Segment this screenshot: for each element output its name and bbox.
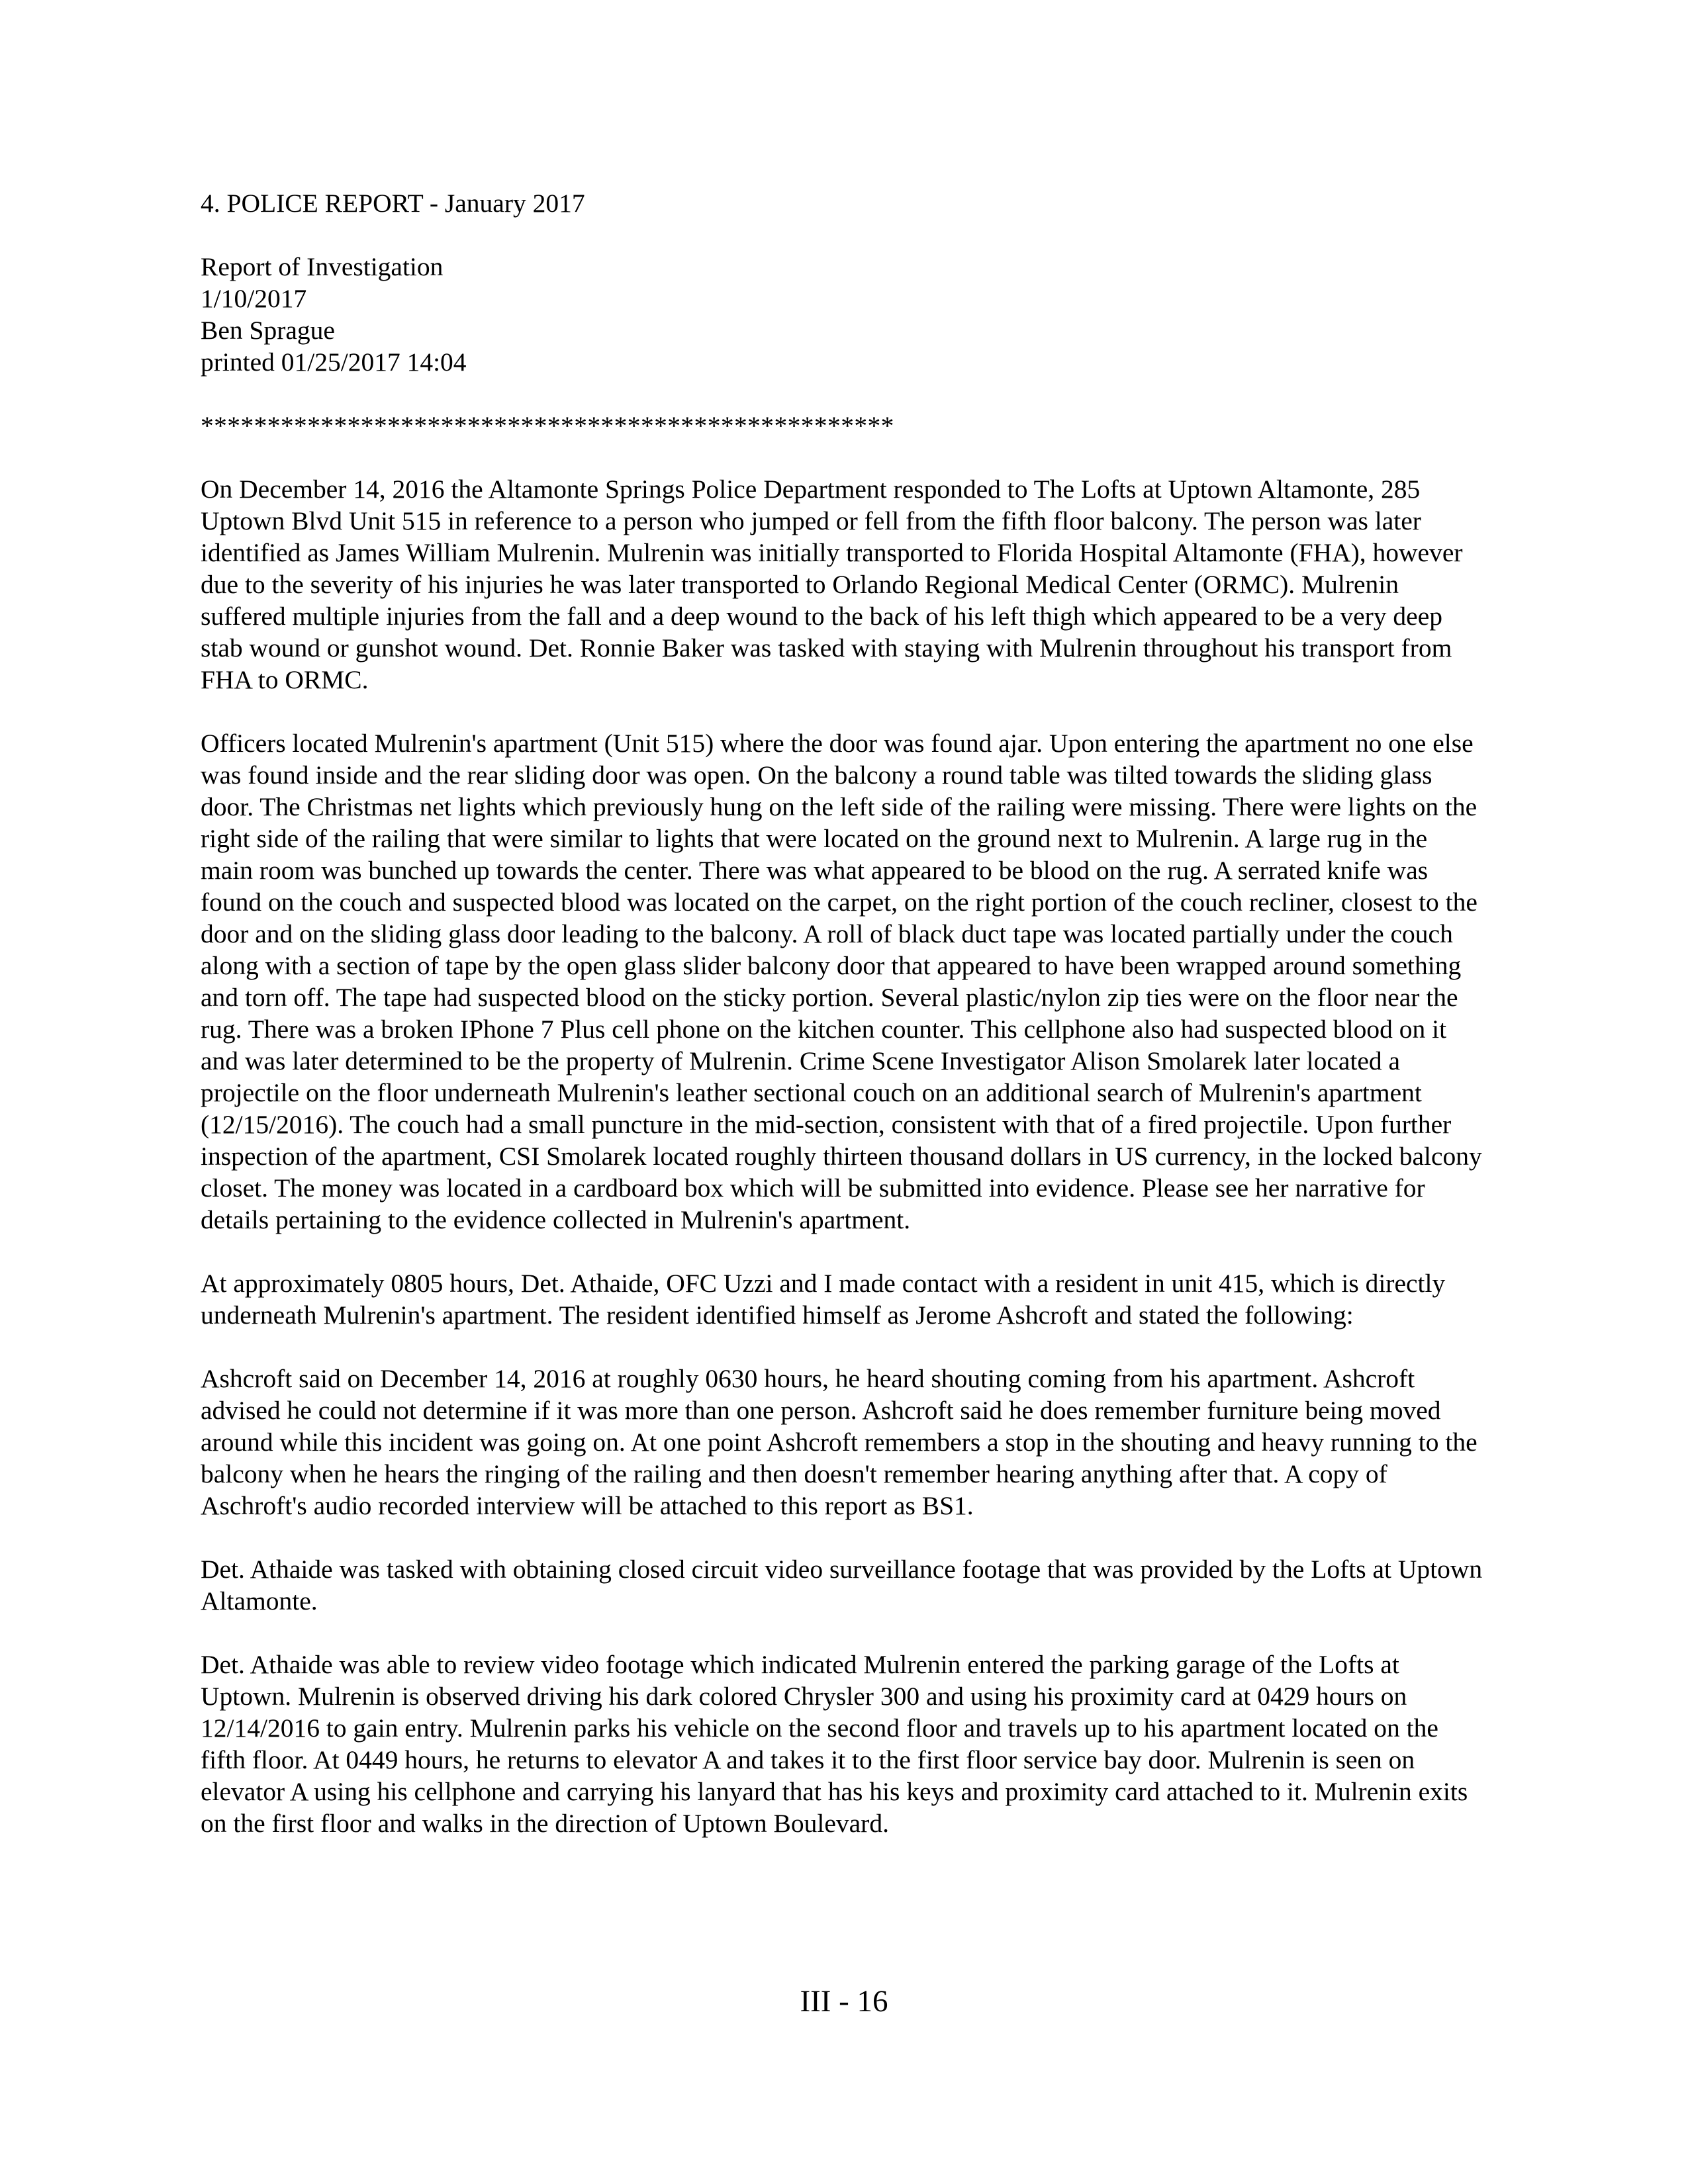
report-body [201, 187, 1485, 1839]
report-author: Ben Sprague [201, 316, 335, 345]
paragraph-video-task: Det. Athaide was tasked with obtaining closed circuit video surveillance footage that was provided by the Lofts at Uptown Altamonte. [201, 1555, 1483, 1615]
paragraph-resident-contact: At approximately 0805 hours, Det. Athaide, OFC Uzzi and I made contact with a resident in unit 415, which is directly underneath Mulrenin's apartment. The resident identified himself as Jerome Ashcroft and stated the following: [201, 1269, 1446, 1330]
report-title: 4. POLICE REPORT - January 2017 [201, 189, 585, 218]
paragraph-incident-summary: On December 14, 2016 the Altamonte Springs Police Department responded to The Lofts at Uptown Altamonte, 285 Uptown Blvd Unit 515 in reference to a person who jumped or fell from the fifth floor balcony. The person was later identified as James William Mulrenin. Mulrenin was initially transported to Florida Hospital Altamonte (FHA), however due to the severity of his injuries he was later transported to Orlando Regional Medical Center (ORMC). Mulrenin suffered multiple injuries from the fall and a deep wound to the back of his left thigh which appeared to be a very deep stab wound or gunshot wound. Det. Ronnie Baker was tasked with staying with Mulrenin throughout his transport from FHA to ORMC. [201, 475, 1463, 694]
printed-timestamp: printed 01/25/2017 14:04 [201, 347, 467, 377]
asterisk-separator: **************************************************** [201, 411, 894, 440]
paragraph-apartment-search: Officers located Mulrenin's apartment (Unit 515) where the door was found ajar. Upon entering the apartment no one else was found inside and the rear sliding door was open. On the balcony a round table was tilted towards the sliding glass door. The Christmas net lights which previously hung on the left side of the railing were missing. There were lights on the right side of the railing that were similar to lights that were located on the ground next to Mulrenin. A large rug in the main room was bunched up towards the center. There was what appeared to be blood on the rug. A serrated knife was found on the couch and suspected blood was located on the carpet, on the right portion of the couch recliner, closest to the door and on the sliding glass door leading to the balcony. A roll of black duct tape was located partially under the couch along with a section of tape by the open glass slider balcony door that appeared to have been wrapped around something and torn off. The tape had suspected blood on the sticky portion. Several plastic/nylon zip ties were on the floor near the rug. There was a broken IPhone 7 Plus cell phone on the kitchen counter. This cellphone also had suspected blood on it and was later determined to be the property of Mulrenin. Crime Scene Investigator Alison Smolarek later located a projectile on the floor underneath Mulrenin's leather sectional couch on an additional search of Mulrenin's apartment (12/15/2016). The couch had a small puncture in the mid-section, consistent with that of a fired projectile. Upon further inspection of the apartment, CSI Smolarek located roughly thirteen thousand dollars in US currency, in the locked balcony closet. The money was located in a cardboard box which will be submitted into evidence. Please see her narrative for details pertaining to the evidence collected in Mulrenin's apartment. [201, 729, 1482, 1234]
report-type: Report of Investigation [201, 252, 444, 281]
report-meta [201, 251, 1485, 378]
paragraph-video-review: Det. Athaide was able to review video footage which indicated Mulrenin entered the parking garage of the Lofts at Uptown. Mulrenin is observed driving his dark colored Chrysler 300 and using his proximity card at 0429 hours on 12/14/2016 to gain entry. Mulrenin parks his vehicle on the second floor and travels up to his apartment located on the fifth floor. At 0449 hours, he returns to elevator A and takes it to the first floor service bay door. Mulrenin is seen on elevator A using his cellphone and carrying his lanyard that has his keys and proximity card attached to it. Mulrenin exits on the first floor and walks in the direction of Uptown Boulevard. [201, 1650, 1468, 1838]
page-number: III - 16 [800, 1984, 888, 2019]
report-date: 1/10/2017 [201, 284, 307, 313]
paragraph-ashcroft-statement: Ashcroft said on December 14, 2016 at roughly 0630 hours, he heard shouting coming from his apartment. Ashcroft advised he could not determine if it was more than one person. Ashcroft said he does remember furniture being moved around while this incident was going on. At one point Ashcroft remembers a stop in the shouting and heavy running to the balcony when he hears the ringing of the railing and then doesn't remember hearing anything after that. A copy of Aschroft's audio recorded interview will be attached to this report as BS1. [201, 1364, 1477, 1520]
